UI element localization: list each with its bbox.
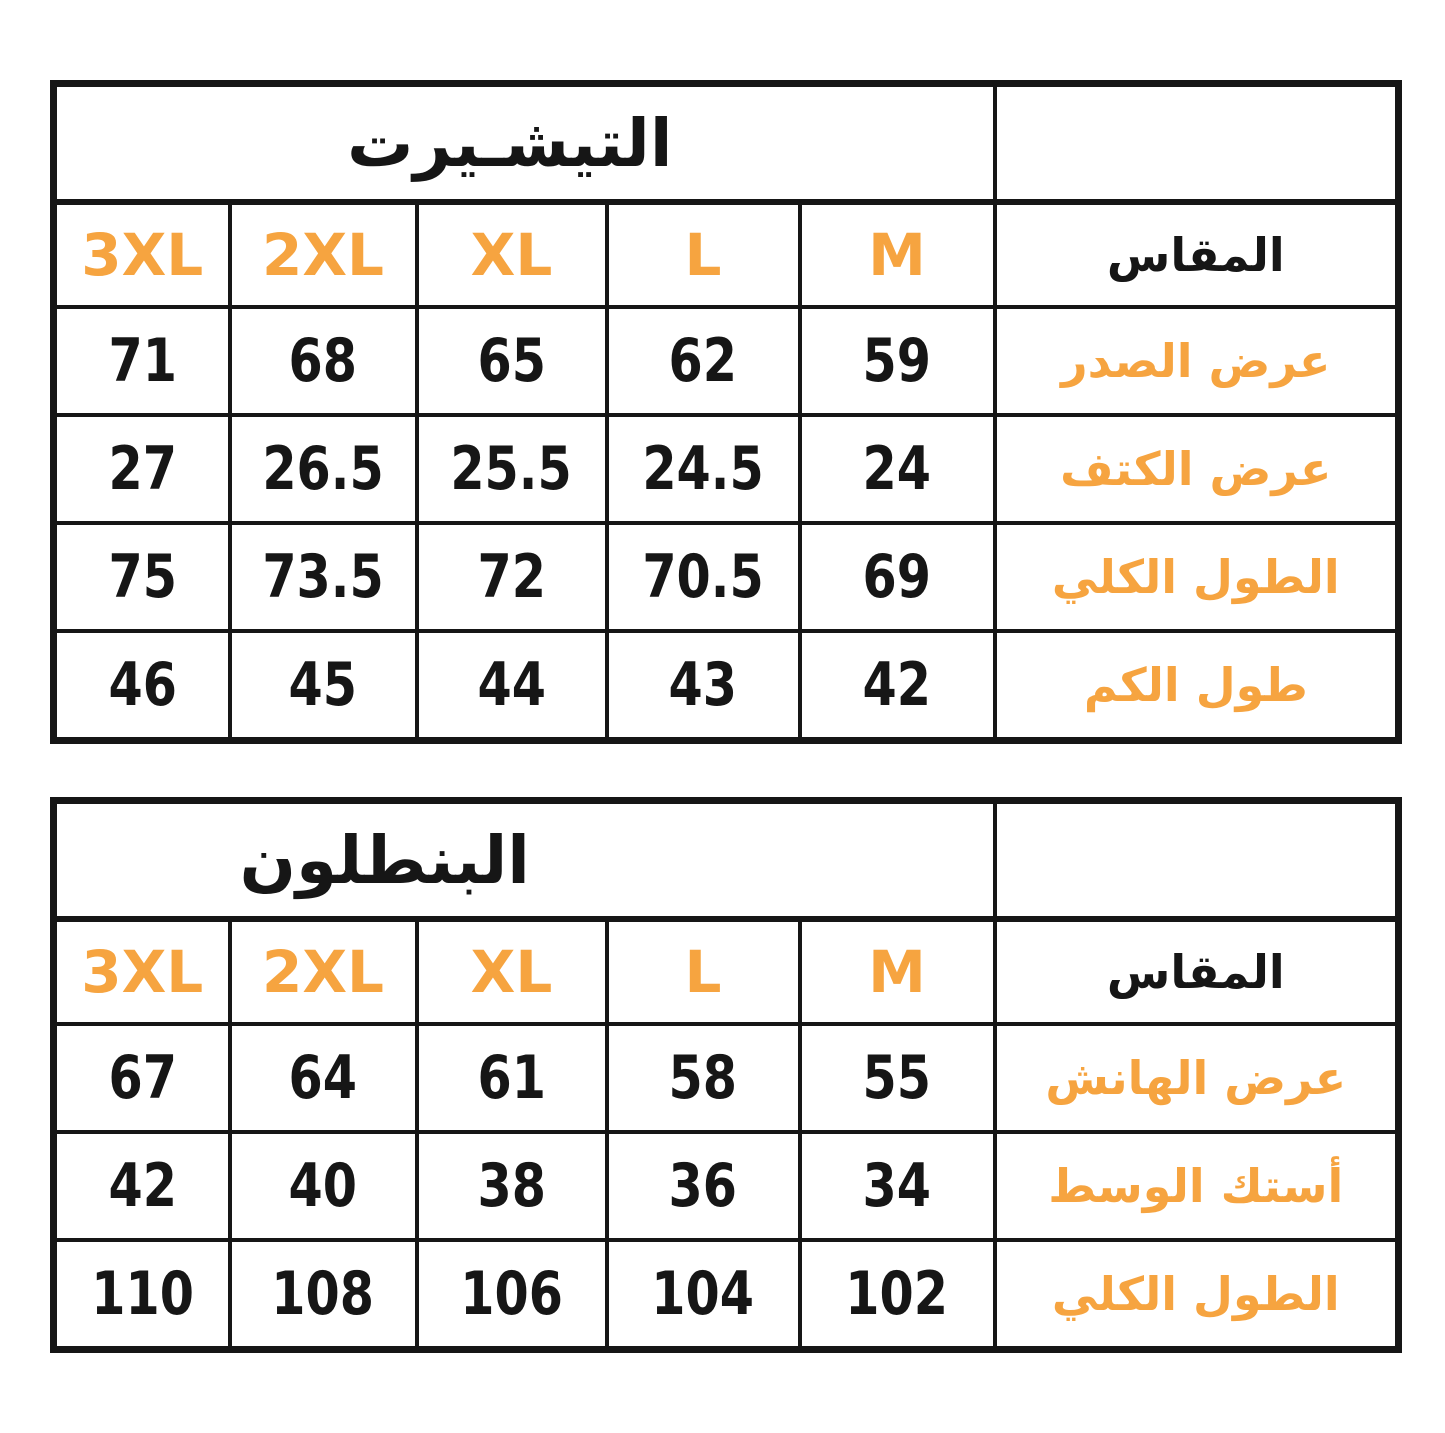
value-text: 102 [845, 1259, 949, 1329]
value-text: 108 [271, 1259, 375, 1329]
value-text: 110 [90, 1259, 194, 1329]
pants-hip-width-row [54, 1024, 1399, 1132]
tshirt-title-empty-cell [995, 84, 1399, 203]
tshirt-total-length-row [54, 523, 1399, 631]
value-cell [230, 523, 417, 631]
value-cell [800, 1132, 995, 1240]
value-cell [54, 1132, 230, 1240]
pants-size-table [50, 797, 1402, 1353]
value-cell [230, 307, 417, 415]
value-text: 104 [651, 1259, 755, 1329]
value-text: 25.5 [450, 434, 573, 504]
pants-title-row [54, 801, 1399, 920]
value-text: 106 [460, 1259, 563, 1329]
value-text: 40 [288, 1151, 358, 1221]
tshirt-header-row [54, 202, 1399, 307]
value-cell [417, 1240, 607, 1350]
value-cell [54, 523, 230, 631]
value-text: 75 [108, 542, 177, 612]
value-text: 55 [862, 1043, 932, 1113]
tshirt-size-col-m: M [800, 202, 995, 307]
value-cell [607, 415, 800, 523]
value-text: 61 [477, 1043, 546, 1113]
value-text: 67 [108, 1043, 177, 1113]
tshirt-shoulder-width-row [54, 415, 1399, 523]
value-cell [417, 1132, 607, 1240]
row-label-cell: الطول الكلي [995, 1240, 1399, 1350]
value-cell [800, 631, 995, 741]
value-text: 44 [477, 650, 546, 720]
value-text: 68 [288, 326, 358, 396]
value-cell [417, 523, 607, 631]
tshirt-title-row [54, 84, 1399, 203]
value-text: 58 [668, 1043, 738, 1113]
value-text: 34 [862, 1151, 932, 1221]
value-cell [230, 1240, 417, 1350]
row-label-cell: عرض الصدر [995, 307, 1399, 415]
value-cell [230, 631, 417, 741]
value-cell [417, 631, 607, 741]
value-text: 46 [108, 650, 177, 720]
value-cell [800, 1240, 995, 1350]
value-cell [417, 415, 607, 523]
value-cell [230, 1132, 417, 1240]
value-cell [607, 1240, 800, 1350]
pants-total-length-row [54, 1240, 1399, 1350]
value-text: 72 [477, 542, 546, 612]
row-label-cell: طول الكم [995, 631, 1399, 741]
value-text: 65 [477, 326, 546, 396]
tshirt-sleeve-length-row [54, 631, 1399, 741]
tshirt-size-table [50, 80, 1402, 744]
value-cell [230, 415, 417, 523]
pants-size-col-3xl: 3XL [54, 919, 230, 1024]
value-cell [607, 1132, 800, 1240]
row-label-cell: عرض الهانش [995, 1024, 1399, 1132]
value-text: 70.5 [642, 542, 764, 612]
pants-title-empty-cell [995, 801, 1399, 920]
value-cell [54, 1024, 230, 1132]
tshirt-measure-header: المقاس [995, 202, 1399, 307]
value-text: 24.5 [642, 434, 764, 504]
value-cell [230, 1024, 417, 1132]
pants-waist-elastic-row [54, 1132, 1399, 1240]
value-cell [54, 631, 230, 741]
value-cell [607, 1024, 800, 1132]
value-cell [607, 631, 800, 741]
value-text: 27 [108, 434, 177, 504]
tshirt-table-title: التيشـيرت [54, 84, 995, 203]
tshirt-size-col-2xl: 2XL [230, 202, 417, 307]
value-text: 38 [477, 1151, 546, 1221]
pants-size-col-2xl: 2XL [230, 919, 417, 1024]
row-label-cell: الطول الكلي [995, 523, 1399, 631]
value-cell [54, 1240, 230, 1350]
pants-header-row [54, 919, 1399, 1024]
pants-size-col-xl: XL [417, 919, 607, 1024]
value-cell [417, 1024, 607, 1132]
value-text: 45 [288, 650, 358, 720]
value-text: 59 [862, 326, 932, 396]
value-text: 42 [108, 1151, 177, 1221]
value-cell [607, 523, 800, 631]
value-cell [54, 415, 230, 523]
tshirt-size-col-l: L [607, 202, 800, 307]
value-cell [800, 523, 995, 631]
pants-size-col-m: M [800, 919, 995, 1024]
value-text: 69 [862, 542, 932, 612]
value-text: 73.5 [262, 542, 384, 612]
pants-measure-header: المقاس [995, 919, 1399, 1024]
value-cell [54, 307, 230, 415]
value-cell [800, 307, 995, 415]
value-text: 43 [668, 650, 738, 720]
tshirt-size-col-3xl: 3XL [54, 202, 230, 307]
value-text: 26.5 [262, 434, 384, 504]
value-cell [800, 1024, 995, 1132]
value-text: 24 [862, 434, 932, 504]
value-text: 42 [862, 650, 932, 720]
pants-table-title: البنطلون [54, 801, 995, 920]
value-cell [800, 415, 995, 523]
value-text: 64 [288, 1043, 358, 1113]
value-text: 71 [108, 326, 177, 396]
value-cell [417, 307, 607, 415]
tshirt-size-col-xl: XL [417, 202, 607, 307]
value-text: 62 [668, 326, 738, 396]
tshirt-chest-width-row [54, 307, 1399, 415]
value-cell [607, 307, 800, 415]
row-label-cell: عرض الكتف [995, 415, 1399, 523]
value-text: 36 [668, 1151, 738, 1221]
row-label-cell: أستك الوسط [995, 1132, 1399, 1240]
pants-size-col-l: L [607, 919, 800, 1024]
